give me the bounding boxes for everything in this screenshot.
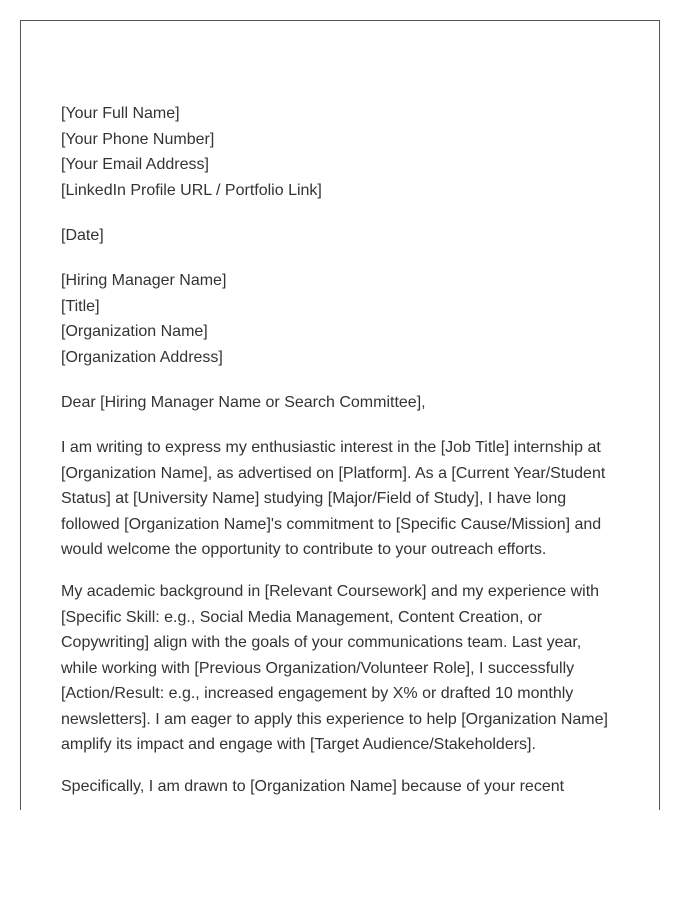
paragraph-line: [Action/Result: e.g., increased engagement by X% or drafted 10 monthly xyxy=(61,685,574,703)
letter-date: [Date] xyxy=(61,226,104,244)
salutation-block xyxy=(61,390,621,416)
sender-email: [Your Email Address] xyxy=(61,156,209,174)
sender-phone: [Your Phone Number] xyxy=(61,130,215,148)
body-paragraph-1 xyxy=(61,435,621,563)
sender-block xyxy=(61,101,621,203)
paragraph-line: amplify its impact and engage with [Target Audience/Stakeholders]. xyxy=(61,736,536,754)
paragraph-line: Status] at [University Name] studying [Major/Field of Study], I have long xyxy=(61,490,567,508)
recipient-name: [Hiring Manager Name] xyxy=(61,271,227,289)
body-paragraph-2 xyxy=(61,579,621,758)
paragraph-line: [Organization Name], as advertised on [Platform]. As a [Current Year/Student xyxy=(61,464,606,482)
paragraph-line: [Specific Skill: e.g., Social Media Management, Content Creation, or xyxy=(61,608,543,626)
body-paragraph-3 xyxy=(61,774,621,800)
paragraph-line: followed [Organization Name]'s commitment to [Specific Cause/Mission] and xyxy=(61,515,602,533)
paragraph-line: Copywriting] align with the goals of your communications team. Last year, xyxy=(61,634,582,652)
sender-link: [LinkedIn Profile URL / Portfolio Link] xyxy=(61,181,322,199)
sender-name: [Your Full Name] xyxy=(61,105,180,122)
paragraph-line: would welcome the opportunity to contribute to your outreach efforts. xyxy=(61,541,547,559)
letter-content xyxy=(61,101,621,810)
paragraph-line: while working with [Previous Organization/Volunteer Role], I successfully xyxy=(61,659,575,677)
date-block xyxy=(61,223,621,249)
paragraph-line: Specifically, I am drawn to [Organization Name] because of your recent xyxy=(61,778,565,796)
recipient-title: [Title] xyxy=(61,297,100,315)
paragraph-line: newsletters]. I am eager to apply this experience to help [Organization Name] xyxy=(61,710,608,728)
letter-page xyxy=(20,20,660,810)
salutation: Dear [Hiring Manager Name or Search Committee], xyxy=(61,393,426,411)
paragraph-line: My academic background in [Relevant Coursework] and my experience with xyxy=(61,582,600,600)
paragraph-line: I am writing to express my enthusiastic interest in the [Job Title] internship at xyxy=(61,438,601,456)
recipient-organization: [Organization Name] xyxy=(61,323,208,341)
recipient-block xyxy=(61,268,621,370)
recipient-address: [Organization Address] xyxy=(61,348,223,366)
